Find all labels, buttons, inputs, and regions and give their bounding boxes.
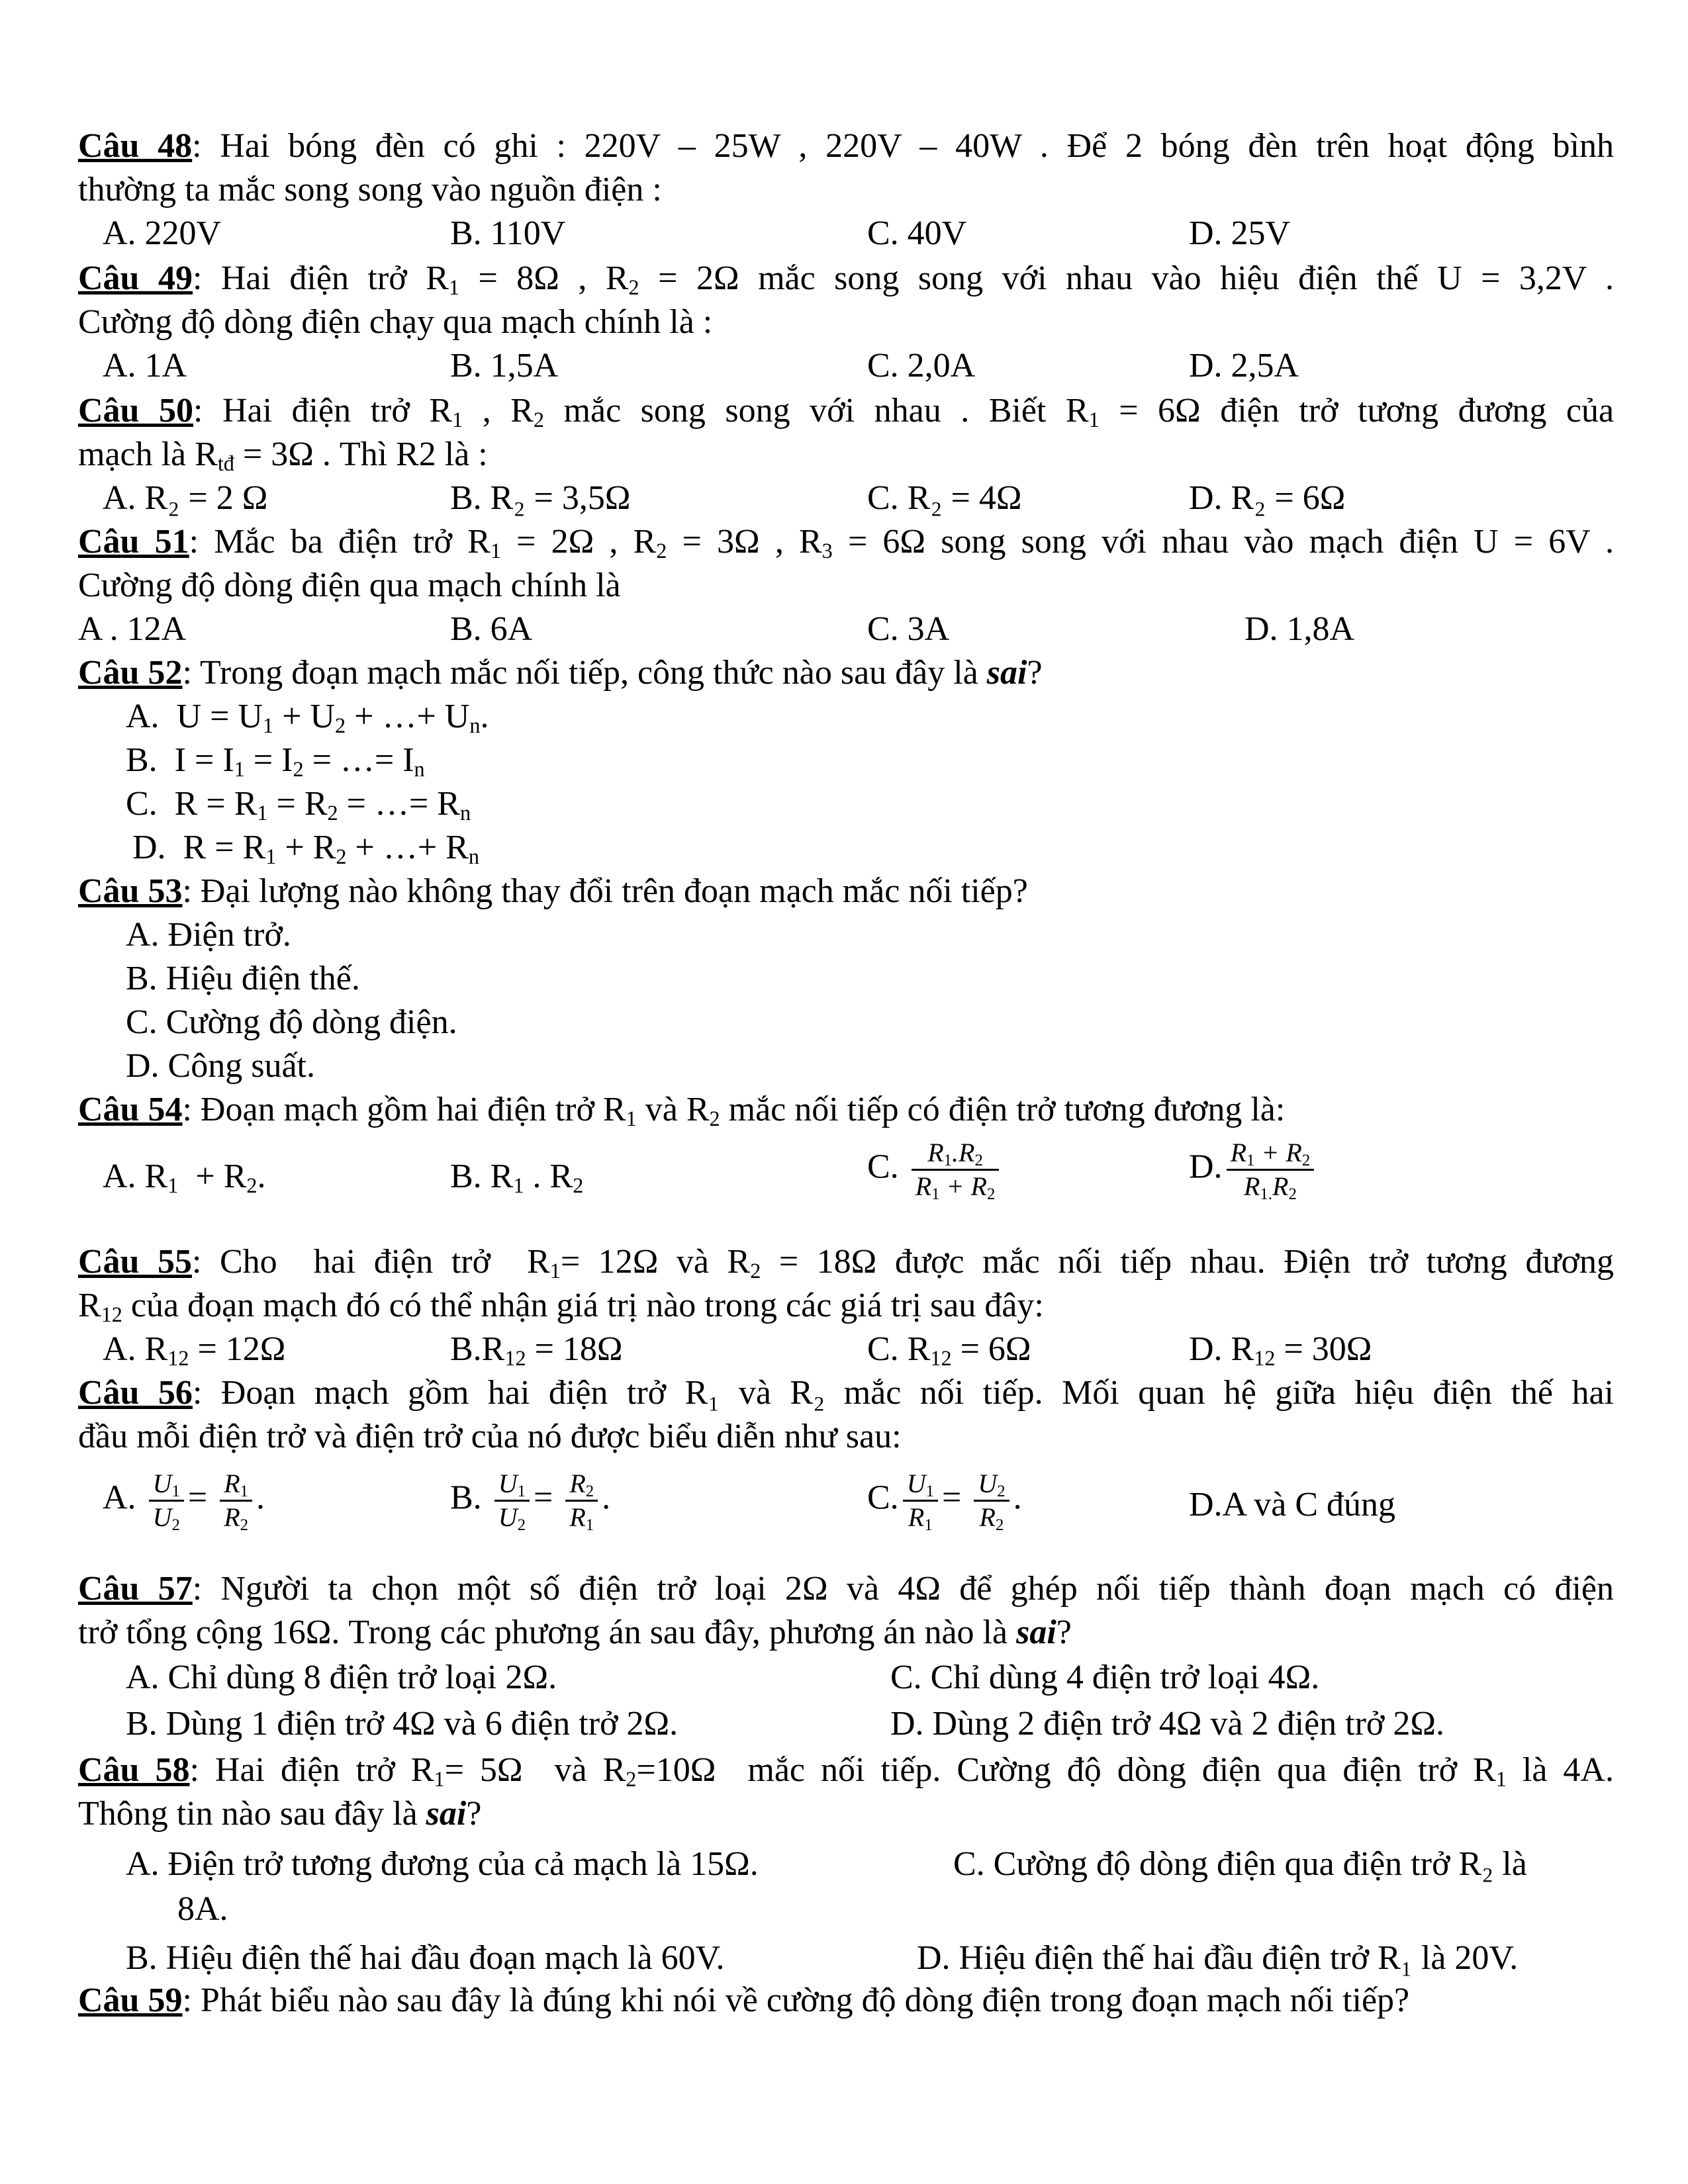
question-54-option-d: D. $\frac{R_1 + R_2}{R_{1.}R_2}$ (1189, 1138, 1318, 1201)
question-49-line-1: Câu 49: Hai điện trở $R_1 = 8\Omega$ , $R_2 = 2\Omega$ mắc song song với nhau vào hiệu điện thế U = 3,2V . (78, 259, 1615, 300)
question-51-option-a: A . 12A (78, 610, 187, 648)
question-53-option-d: D. Công suất. (126, 1047, 315, 1085)
question-57-line-2: trở tổng cộng 16Ω. Trong các phương án sau đây, phương án nào là sai? (78, 1614, 1072, 1651)
fraction-r1r2-over-sum: $\frac{R_1.R_2}{R_1 + R_2}$ (912, 1138, 1000, 1201)
question-58-option-d: D. Hiệu điện thế hai đầu điện trở R₁ là 20V. (917, 1939, 1519, 1977)
question-48-option-b: B. 110V (450, 214, 566, 252)
question-50-option-c: C. R₂ = 4Ω (867, 479, 1022, 517)
question-56-option-a: A. $\frac{U_1}{U_2}$ = $\frac{R_1}{R_2}$ . (103, 1469, 265, 1535)
question-53-option-c: C. Cường độ dòng điện. (126, 1003, 457, 1041)
question-55-line-1: Câu 55: Cho hai điện trở $R_1= 12\Omega$ và $R_2 = 18\Omega$ được mắc nối tiếp nhau. Điện trở tương đương (78, 1243, 1615, 1283)
question-48-option-c: C. 40V (867, 214, 967, 252)
question-55-option-a: A. $R_{12} = 12\Omega$ (103, 1330, 286, 1371)
question-49-option-c: C. 2,0A (867, 347, 976, 385)
question-48-line-2: thường ta mắc song song vào nguồn điện : (78, 171, 662, 208)
question-55-line-2: $R_{12}$ của đoạn mạch đó có thể nhận giá trị nào trong các giá trị sau đây: (78, 1287, 1044, 1327)
question-57-option-d: D. Dùng 2 điện trở 4Ω và 2 điện trở 2Ω. (890, 1705, 1445, 1743)
question-52-option-a: A. $U = U_1 + U_2$ + …+ $U_n$. (126, 698, 489, 738)
question-55-option-b: $B.R_{12} = 18\Omega$ (450, 1330, 623, 1371)
question-48-option-d: D. 25V (1189, 214, 1291, 252)
question-55-option-d: D. $R_{12} = 30\Omega$ (1189, 1330, 1372, 1371)
question-48-line-1: Câu 48: Hai bóng đèn có ghi : 220V – 25W , 220V – 40W . Để 2 bóng đèn trên hoạt động bình (78, 127, 1614, 165)
question-57-option-c: C. Chỉ dùng 4 điện trở loại 4Ω. (890, 1659, 1320, 1696)
question-49-line-2: Cường độ dòng điện chạy qua mạch chính là : (78, 303, 713, 341)
question-58-option-b: B. Hiệu điện thế hai đầu đoạn mạch là 60V. (126, 1939, 725, 1977)
question-58-option-c-cont: 8A. (177, 1890, 228, 1928)
question-54-option-a: A. $R_1 + R_2$. (103, 1158, 266, 1198)
question-51-line-1: Câu 51: Mắc ba điện trở $R_1 = 2\Omega$ , $R_2 = 3\Omega$ , $R_3 = 6\Omega$ song song với nhau vào mạch điện U = 6V . (78, 523, 1615, 563)
question-52-option-d: D. $R = R_1 + R_2$ + …+ $R_n$ (132, 829, 479, 869)
question-50-option-a: A. R₂ = 2 Ω (103, 479, 268, 517)
question-51-option-d: D. 1,8A (1244, 610, 1355, 648)
question-58-line-1: Câu 58: Hai điện trở $R_1= 5\Omega$ và $R_2=10\Omega$ mắc nối tiếp. Cường độ dòng điện qua điện trở $R_1$ là 4A. (78, 1751, 1614, 1792)
question-50-option-b: B. R₂ = 3,5Ω (450, 479, 631, 517)
question-57-option-a: A. Chỉ dùng 8 điện trở loại 2Ω. (126, 1659, 557, 1696)
question-49-option-d: D. 2,5A (1189, 347, 1299, 385)
question-58-option-a: A. Điện trở tương đương của cả mạch là 15Ω. (126, 1845, 759, 1883)
question-57-option-b: B. Dùng 1 điện trở 4Ω và 6 điện trở 2Ω. (126, 1705, 679, 1743)
question-51-option-c: C. 3A (867, 610, 950, 648)
question-50-line-1: Câu 50: Hai điện trở $R_1$ , $R_2$ mắc song song với nhau . Biết $R_1 = 6\Omega$ điện trở tương đương của (78, 392, 1615, 432)
question-53-line-1: Câu 53: Đại lượng nào không thay đổi trên đoạn mạch mắc nối tiếp? (78, 872, 1028, 910)
question-56-line-1: Câu 56: Đoạn mạch gồm hai điện trở R₁ và R₂ mắc nối tiếp. Mối quan hệ giữa hiệu điện thế hai (78, 1374, 1614, 1412)
question-56-option-b: B. $\frac{U_1}{U_2}$ = $\frac{R_2}{R_1}$ . (450, 1469, 611, 1535)
question-54-option-b: B. $R_1$ . $R_2$ (450, 1158, 584, 1198)
question-52-line-1: Câu 52: Trong đoạn mạch mắc nối tiếp, công thức nào sau đây là sai? (78, 654, 1043, 692)
question-56-option-d: D.A và C đúng (1189, 1486, 1395, 1524)
question-58-line-2: Thông tin nào sau đây là sai? (78, 1795, 482, 1833)
question-59-line-1: Câu 59: Phát biểu nào sau đây là đúng khi nói về cường độ dòng điện trong đoạn mạch nối tiếp? (78, 1981, 1410, 2019)
question-50-option-d: D. R₂ = 6Ω (1189, 479, 1346, 517)
question-50-line-2: mạch là $R_{tđ} = 3\Omega$ . Thì R2 là : (78, 435, 488, 476)
question-57-line-1: Câu 57: Người ta chọn một số điện trở loại 2Ω và 4Ω để ghép nối tiếp thành đoạn mạch có điện (78, 1570, 1614, 1608)
question-56-line-2: đầu mỗi điện trở và điện trở của nó được biểu diễn như sau: (78, 1418, 902, 1455)
question-51-line-2: Cường độ dòng điện qua mạch chính là (78, 567, 621, 604)
question-54-option-c: C. $\frac{R_1.R_2}{R_1 + R_2}$ (867, 1138, 1003, 1201)
question-55-option-c: C. $R_{12} = 6\Omega$ (867, 1330, 1031, 1371)
question-48-label: Câu 48 (78, 127, 193, 165)
question-48-option-a: A. 220V (103, 214, 222, 252)
question-58-option-c: C. Cường độ dòng điện qua điện trở R₂ là (953, 1845, 1527, 1883)
question-52-option-c: C. $R = R_1 = R_2$ = …= $R_n$ (126, 785, 471, 825)
question-53-option-b: B. Hiệu điện thế. (126, 960, 360, 997)
question-51-option-b: B. 6A (450, 610, 533, 648)
question-56-option-c: C. $\frac{U_1}{R_1}$ = $\frac{U_2}{R_2}$ . (867, 1469, 1022, 1535)
question-54-line-1: Câu 54: Đoạn mạch gồm hai điện trở $R_1$ và $R_2$ mắc nối tiếp có điện trở tương đương là: (78, 1091, 1286, 1131)
question-52-option-b: B. $I = I_1 = I_2$ = …= $I_n$ (126, 741, 425, 782)
fraction-sum-over-r1r2: $\frac{R_1 + R_2}{R_{1.}R_2}$ (1227, 1138, 1315, 1201)
question-49-option-b: B. 1,5A (450, 347, 559, 385)
question-49-option-a: A. 1A (103, 347, 187, 385)
question-53-option-a: A. Điện trở. (126, 916, 291, 954)
